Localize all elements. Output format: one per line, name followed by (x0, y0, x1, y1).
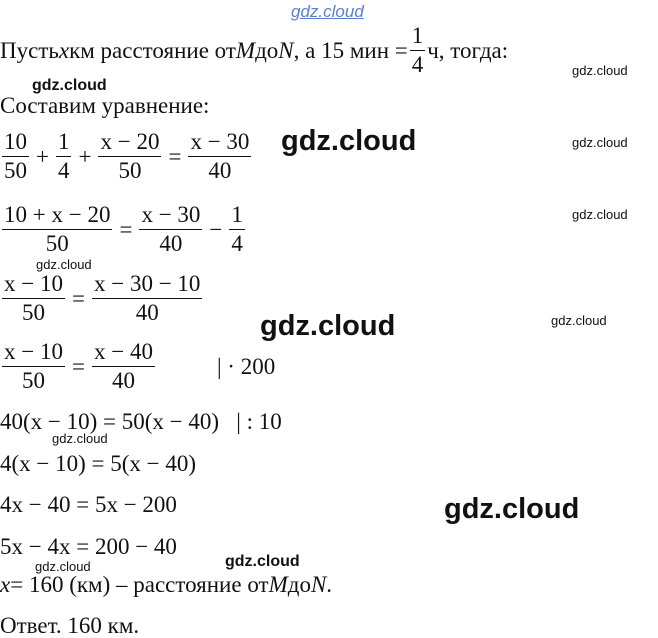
denominator: 50 (118, 158, 142, 184)
fraction (56, 130, 72, 183)
denominator: 40 (135, 300, 159, 326)
watermark: gdz.cloud (225, 553, 300, 570)
watermark: gdz.cloud (551, 313, 607, 328)
equation-2 (0, 203, 247, 256)
equation-3 (0, 272, 204, 325)
operator: = (71, 353, 85, 379)
watermark: gdz.cloud (444, 493, 580, 525)
denominator: 40 (111, 368, 135, 394)
watermark: gdz.cloud (52, 431, 108, 446)
intro-text: Пусть (0, 37, 59, 63)
equation-7: 4x − 40 = 5x − 200 (0, 492, 177, 517)
fraction-quarter (410, 24, 426, 77)
result-text: до (287, 572, 311, 597)
denominator: 50 (21, 368, 45, 394)
denominator: 50 (4, 158, 27, 184)
denominator: 40 (208, 158, 232, 184)
numerator: x − 40 (92, 340, 155, 367)
operator: = (71, 285, 85, 311)
numerator: x − 10 (2, 272, 65, 299)
fraction (92, 340, 155, 393)
numerator: x − 30 (188, 130, 251, 157)
operator: = (168, 143, 182, 169)
equation-8: 5x − 4x = 200 − 40 (0, 534, 177, 559)
operator: = (119, 216, 133, 242)
numerator: 10 + x − 20 (2, 203, 112, 230)
fraction (2, 340, 65, 393)
denominator: 4 (411, 52, 424, 78)
point-n: N (278, 37, 294, 63)
denominator: 4 (231, 231, 243, 257)
fraction (188, 130, 251, 183)
watermark: gdz.cloud (572, 207, 628, 222)
intro-line (0, 24, 508, 77)
numerator: 1 (56, 130, 72, 157)
numerator: 10 (2, 130, 29, 157)
multiplier-note: | · 200 (216, 353, 276, 379)
fraction (2, 130, 29, 183)
equation-1 (0, 130, 253, 183)
result-text: . (326, 572, 333, 597)
fraction (2, 203, 112, 256)
denominator: 50 (45, 231, 69, 257)
numerator: x − 10 (2, 340, 65, 367)
point-m: M (268, 572, 288, 597)
fraction (229, 203, 245, 256)
equation-4 (0, 340, 275, 393)
point-n: N (310, 572, 327, 597)
denominator: 50 (21, 300, 45, 326)
variable-x: x (0, 572, 11, 597)
equation-6: 4(x − 10) = 5(x − 40) (0, 451, 197, 476)
operator: − (209, 216, 223, 242)
result-line (0, 572, 332, 598)
watermark: gdz.cloud (572, 135, 628, 150)
intro-text: до (255, 37, 279, 63)
fraction (98, 130, 161, 183)
watermark: gdz.cloud (32, 77, 107, 94)
numerator: x − 30 (139, 203, 202, 230)
watermark: gdz.cloud (572, 63, 628, 78)
result-text: = 160 (км) – расстояние от (10, 572, 269, 597)
variable-x: x (58, 37, 70, 63)
fraction (92, 272, 202, 325)
fraction (139, 203, 202, 256)
numerator: 1 (229, 203, 245, 230)
watermark: gdz.cloud (36, 257, 92, 272)
operator: + (36, 143, 49, 169)
intro-text: км расстояние от (69, 37, 236, 63)
numerator: x − 30 − 10 (92, 272, 202, 299)
answer-line: Ответ. 160 км. (0, 613, 140, 638)
denominator: 40 (159, 231, 183, 257)
intro-text: ч, тогда: (427, 37, 509, 63)
watermark: gdz.cloud (260, 310, 396, 342)
watermark: gdz.cloud (281, 125, 417, 157)
numerator: 1 (410, 24, 426, 51)
compose-heading: Составим уравнение: (0, 93, 210, 118)
numerator: x − 20 (98, 130, 161, 157)
denominator: 4 (57, 158, 70, 184)
intro-text: , а 15 мин = (293, 37, 408, 63)
point-m: M (235, 37, 256, 63)
watermark: gdz.cloud (35, 559, 91, 574)
equation-5: 40(x − 10) = 50(x − 40) | : 10 (0, 409, 282, 434)
fraction (2, 272, 65, 325)
watermark-top: gdz.cloud (291, 2, 364, 21)
operator: + (78, 143, 92, 169)
